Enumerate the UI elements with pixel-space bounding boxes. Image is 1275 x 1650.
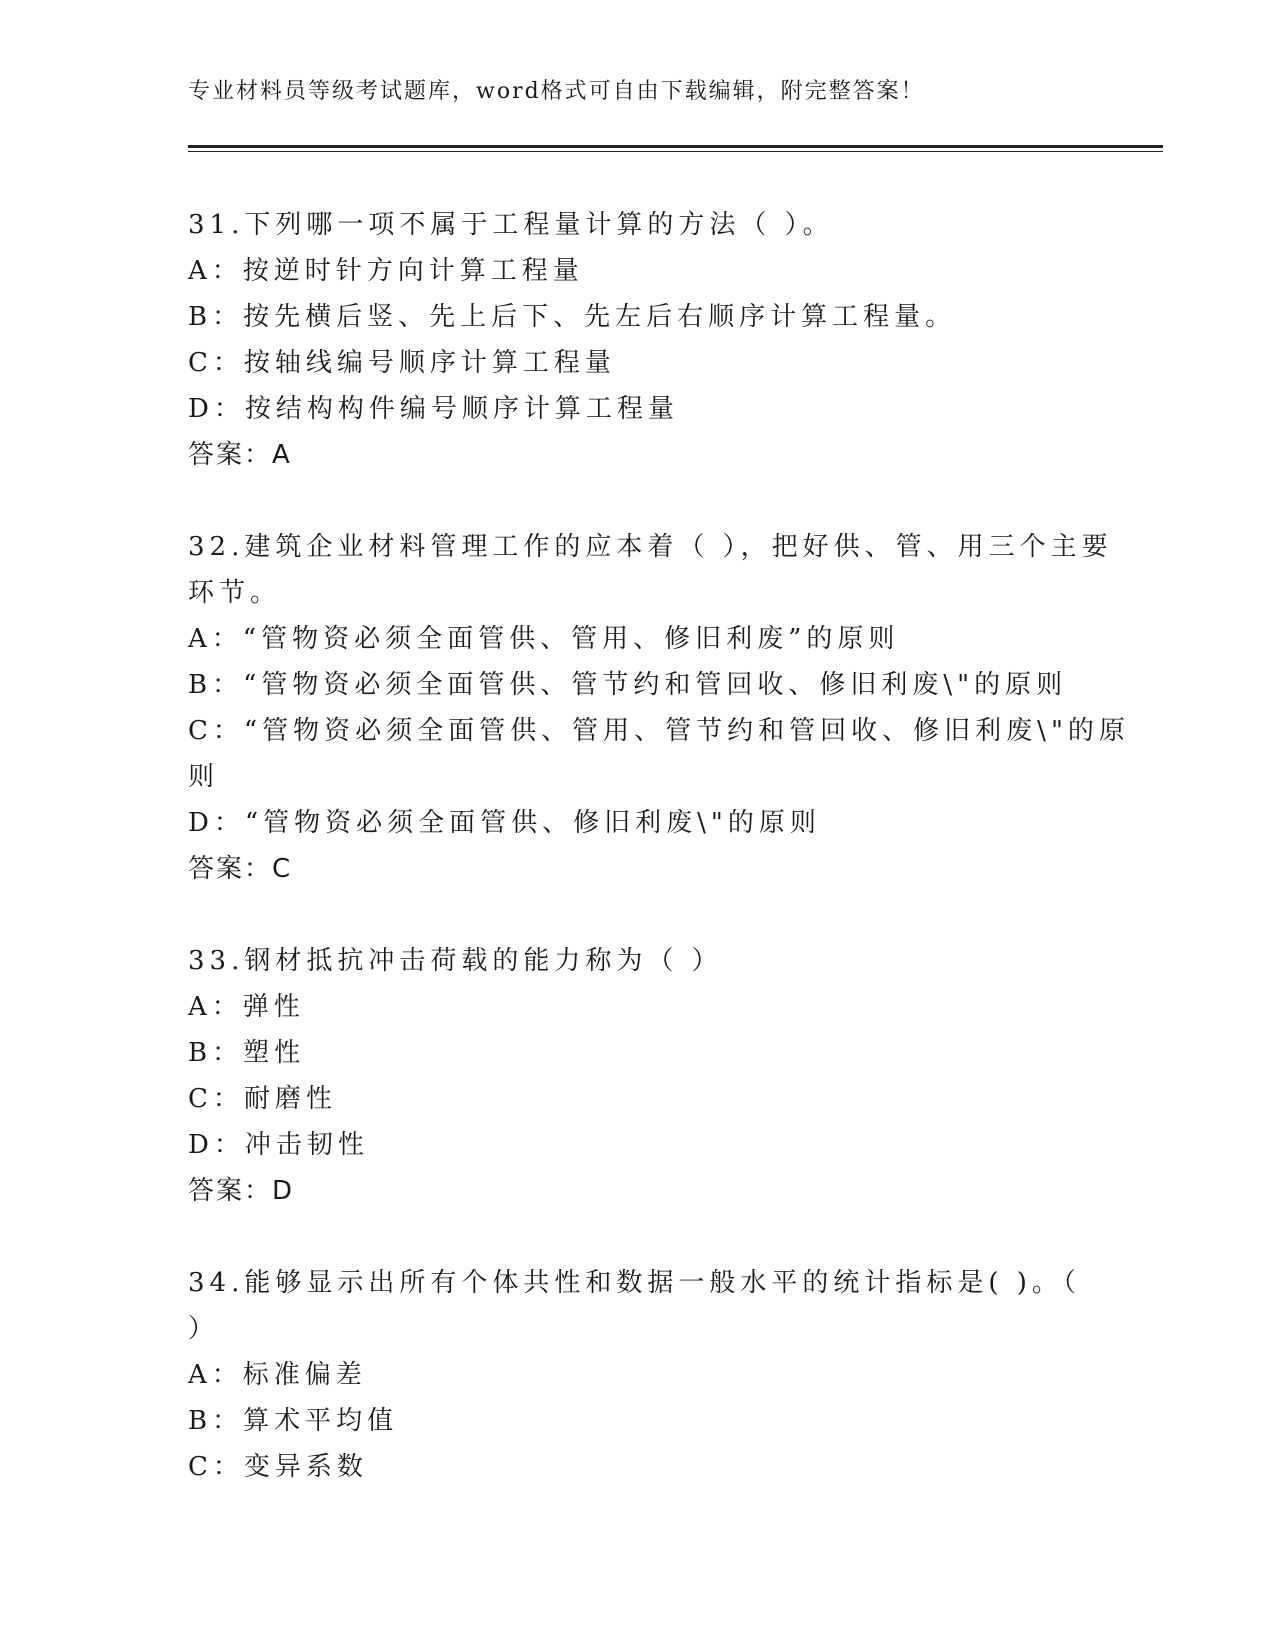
page-header-text: 专业材料员等级考试题库，word格式可自由下载编辑，附完整答案！ <box>188 79 925 104</box>
answer-line: 答案：A <box>188 440 292 470</box>
answer-line: 答案：C <box>188 854 293 884</box>
option-a: A：标准偏差 <box>188 1360 367 1390</box>
option-b: B：算术平均值 <box>188 1406 399 1436</box>
question-stem-continued: ） <box>188 1314 220 1344</box>
option-c: C：变异系数 <box>188 1452 368 1482</box>
question-stem: 33.钢材抵抗冲击荷载的能力称为（ ） <box>188 946 723 976</box>
option-b: B：按先横后竖、先上后下、先左后右顺序计算工程量。 <box>188 302 957 332</box>
question-34 <box>188 1260 1088 1490</box>
question-32 <box>188 524 1130 892</box>
option-a: A：“管物资必须全面管供、管用、修旧利废”的原则 <box>188 624 900 654</box>
question-stem-continued: 环节。 <box>188 578 282 608</box>
question-list <box>188 202 1130 1536</box>
question-stem: 31.下列哪一项不属于工程量计算的方法（ ）。 <box>188 210 834 240</box>
option-c: C：耐磨性 <box>188 1084 337 1114</box>
option-a: A：弹性 <box>188 992 305 1022</box>
option-c: C：“管物资必须全面管供、管用、管节约和管回收、修旧利废\"的原 <box>188 716 1130 746</box>
option-a: A：按逆时针方向计算工程量 <box>188 256 584 286</box>
answer-line: 答案：D <box>188 1176 295 1206</box>
option-b: B：“管物资必须全面管供、管节约和管回收、修旧利废\"的原则 <box>188 670 1068 700</box>
header-divider-thick <box>188 145 1163 148</box>
question-31 <box>188 202 1088 478</box>
question-stem: 32.建筑企业材料管理工作的应本着（ ），把好供、管、用三个主要 <box>188 532 1113 562</box>
header-divider-thin <box>188 151 1163 152</box>
option-b: B：塑性 <box>188 1038 306 1068</box>
question-stem: 34.能够显示出所有个体共性和数据一般水平的统计指标是( )。（ <box>188 1268 1081 1298</box>
option-c: C：按轴线编号顺序计算工程量 <box>188 348 616 378</box>
option-d: D：冲击韧性 <box>188 1130 369 1160</box>
question-33 <box>188 938 1088 1214</box>
option-d: D：“管物资必须全面管供、修旧利废\"的原则 <box>188 808 821 838</box>
option-c-continued: 则 <box>188 762 220 792</box>
option-d: D：按结构构件编号顺序计算工程量 <box>188 394 679 424</box>
